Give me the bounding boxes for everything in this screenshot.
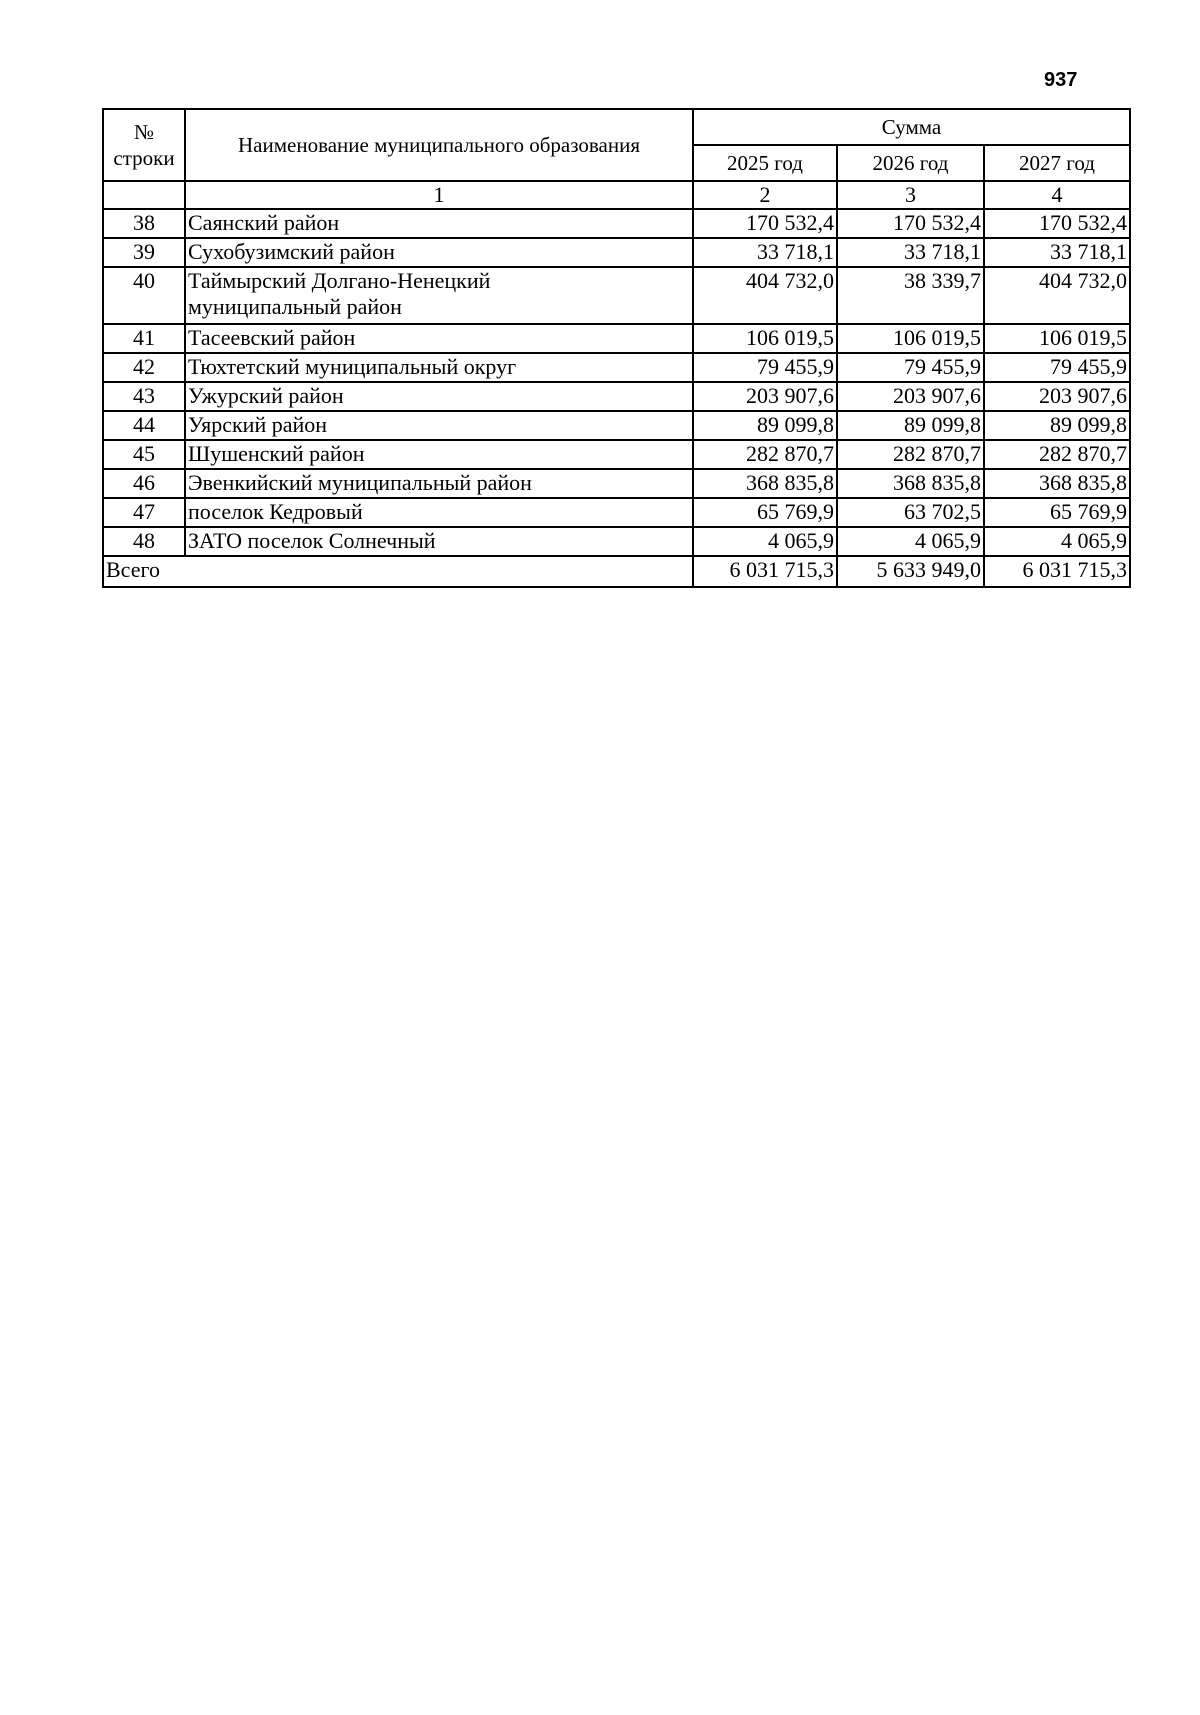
value-2027: 282 870,7 [984,440,1130,469]
municipality-name: Саянский район [185,209,693,238]
row-number: 48 [103,527,185,556]
municipality-name: Шушенский район [185,440,693,469]
value-2026: 282 870,7 [837,440,984,469]
value-2027: 368 835,8 [984,469,1130,498]
row-number: 46 [103,469,185,498]
column-number-empty [103,181,185,209]
value-2027: 33 718,1 [984,238,1130,267]
column-number: 4 [984,181,1130,209]
value-2027: 79 455,9 [984,353,1130,382]
value-2027: 4 065,9 [984,527,1130,556]
table-row [103,353,1130,382]
municipality-name: Уярский район [185,411,693,440]
budget-table [102,108,1131,588]
page-number: 937 [1044,69,1078,91]
municipality-name: Ужурский район [185,382,693,411]
table-row [103,324,1130,353]
value-2027: 203 907,6 [984,382,1130,411]
value-2025: 65 769,9 [693,498,837,527]
value-2026: 170 532,4 [837,209,984,238]
table-row [103,411,1130,440]
table-row [103,498,1130,527]
value-2025: 170 532,4 [693,209,837,238]
header-year-2025: 2025 год [693,145,837,181]
value-2027: 65 769,9 [984,498,1130,527]
row-number: 45 [103,440,185,469]
municipality-name: Тюхтетский муниципальный округ [185,353,693,382]
value-2027: 170 532,4 [984,209,1130,238]
table-row [103,209,1130,238]
value-2026: 63 702,5 [837,498,984,527]
row-number: 47 [103,498,185,527]
table-row [103,527,1130,556]
total-row [103,556,1130,587]
municipality-name: Эвенкийский муниципальный район [185,469,693,498]
municipality-name: ЗАТО поселок Солнечный [185,527,693,556]
value-2025: 89 099,8 [693,411,837,440]
value-2026: 33 718,1 [837,238,984,267]
municipality-name: Тасеевский район [185,324,693,353]
value-2026: 38 339,7 [837,267,984,324]
table-row [103,469,1130,498]
total-2026: 5 633 949,0 [837,556,984,587]
total-label: Всего [103,556,693,587]
total-2027: 6 031 715,3 [984,556,1130,587]
column-number: 3 [837,181,984,209]
header-row-number: № строки [103,109,185,181]
table-row [103,382,1130,411]
municipality-name: Сухобузимский район [185,238,693,267]
table-row [103,440,1130,469]
value-2025: 203 907,6 [693,382,837,411]
table-header [103,109,1130,209]
row-number: 40 [103,267,185,324]
row-number: 38 [103,209,185,238]
header-municipality-name: Наименование муниципального образования [185,109,693,181]
value-2026: 4 065,9 [837,527,984,556]
row-number: 42 [103,353,185,382]
row-number: 44 [103,411,185,440]
municipality-name: Таймырский Долгано-Ненецкий муниципальный район [185,267,693,324]
column-number: 2 [693,181,837,209]
value-2027: 106 019,5 [984,324,1130,353]
value-2025: 106 019,5 [693,324,837,353]
value-2025: 33 718,1 [693,238,837,267]
header-year-2026: 2026 год [837,145,984,181]
table-row [103,238,1130,267]
row-number: 41 [103,324,185,353]
value-2026: 106 019,5 [837,324,984,353]
value-2025: 79 455,9 [693,353,837,382]
value-2026: 89 099,8 [837,411,984,440]
header-sum: Сумма [693,109,1130,145]
table-row [103,267,1130,324]
value-2025: 4 065,9 [693,527,837,556]
value-2025: 404 732,0 [693,267,837,324]
total-2025: 6 031 715,3 [693,556,837,587]
row-number: 39 [103,238,185,267]
value-2026: 79 455,9 [837,353,984,382]
value-2025: 282 870,7 [693,440,837,469]
header-year-2027: 2027 год [984,145,1130,181]
value-2027: 89 099,8 [984,411,1130,440]
column-number: 1 [185,181,693,209]
row-number: 43 [103,382,185,411]
value-2027: 404 732,0 [984,267,1130,324]
value-2026: 368 835,8 [837,469,984,498]
table-body [103,209,1130,587]
value-2025: 368 835,8 [693,469,837,498]
value-2026: 203 907,6 [837,382,984,411]
column-number-row [103,181,1130,209]
municipality-name: поселок Кедровый [185,498,693,527]
